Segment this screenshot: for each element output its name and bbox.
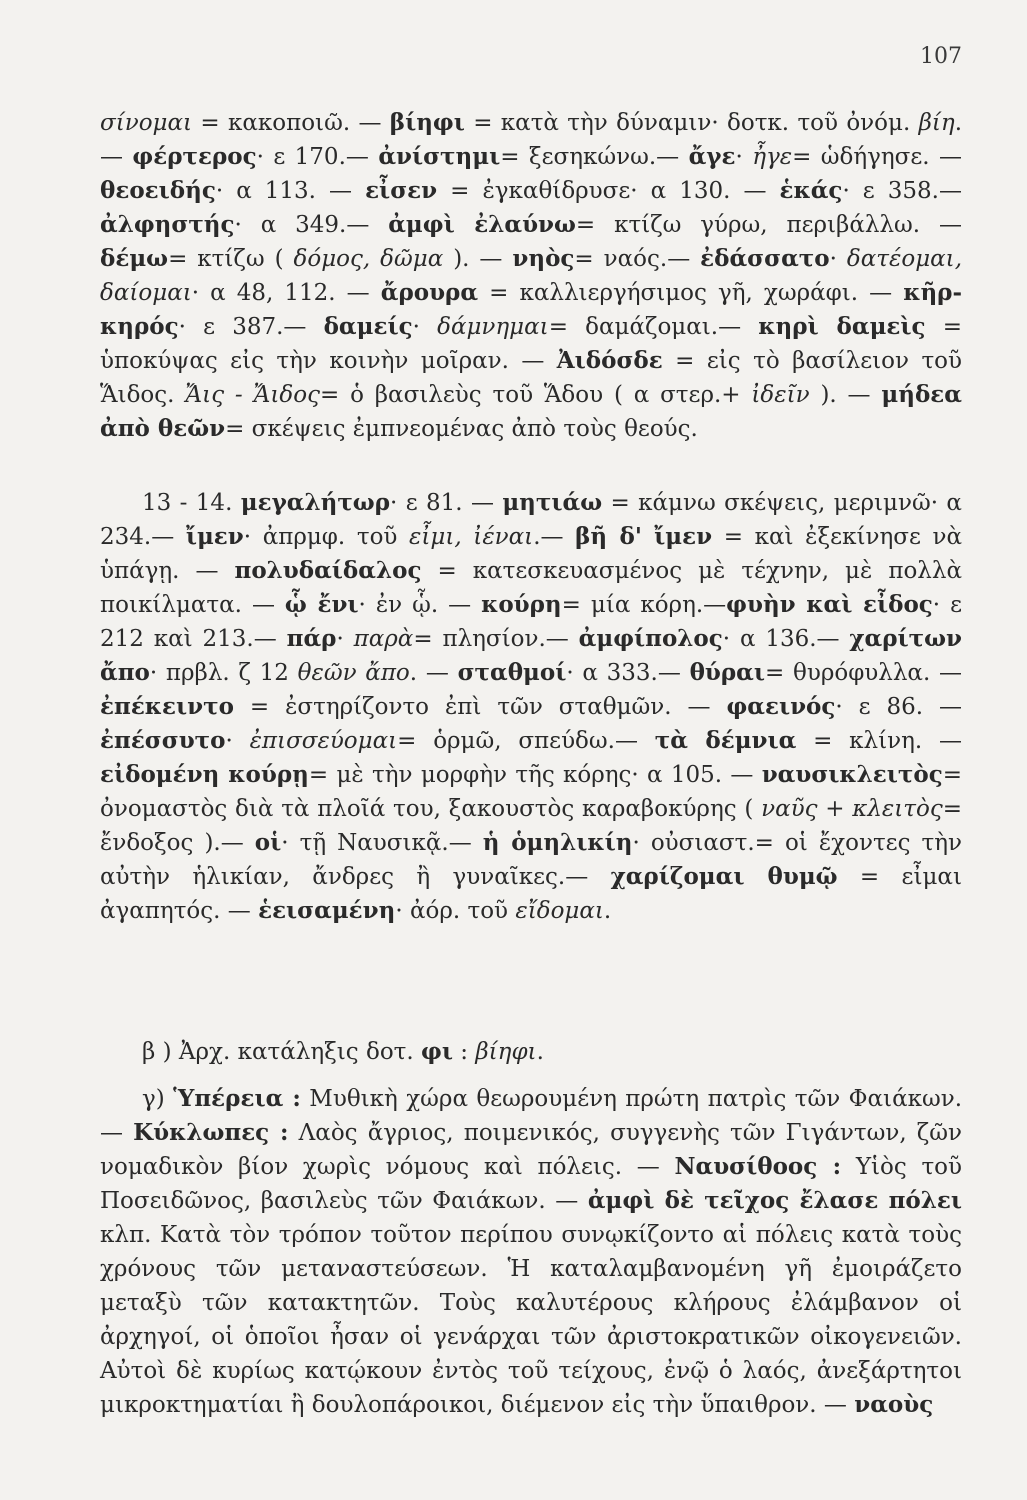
commentary-paragraph-3 bbox=[100, 1035, 962, 1069]
paragraph-text: β ) Ἀρχ. κατάληξις δοτ. φι : βίηφι. bbox=[142, 1038, 544, 1065]
paragraph-text: σίνομαι = κακοποιῶ. — βίηφι = κατὰ τὴν δύναμιν· δοτκ. τοῦ ὀνόμ. βίη. — φέρτερος· ε 170.— ἀνίστημι= ξεσηκώνω.— ἄγε· ἦγε= ὡδήγησε. — θεοειδής· α 113. — εἶσεν = ἐγκαθίδρυσε· α 130. — ἑκάς· ε 358.— ἀλφηστής· α 349.— ἀμφὶ ἐλαύνω= κτίζω γύρω, περιβάλλω. — δέμω= κτίζω ( δόμος, δῶμα ). — νηὸς= ναός.— ἐδάσσατο· δατέομαι, δαίομαι· α 48, 112. — ἄρουρα = καλλιεργήσιμος γῆ, χωράφι. — κῆρ-κηρός· ε 387.— δαμείς· δάμνημαι= δαμάζομαι.— κηρὶ δαμεὶς = ὑποκύψας εἰς τὴν κοινὴν μοῖραν. — Ἀιδόσδε = εἰς τὸ βασίλειον τοῦ Ἅιδος. Ἄις - Ἄιδος= ὁ βασιλεὺς τοῦ Ἅδου ( α στερ.+ ἰδεῖν ). — μήδεα ἀπὸ θεῶν= σκέψεις ἐμπνεομένας ἀπὸ τοὺς θεούς. bbox=[100, 109, 963, 442]
page-number: 107 bbox=[920, 44, 962, 69]
paragraph-text: γ) Ὑπέρεια : Μυθικὴ χώρα θεωρουμένη πρώτη πατρὶς τῶν Φαιάκων.— Κύκλωπες : Λαὸς ἄγριος, ποιμενικός, συγγενὴς τῶν Γιγάντων, ζῶν νομαδικὸν βίον χωρὶς νόμους καὶ πόλεις. — Ναυσίθοος : Υἱὸς τοῦ Ποσειδῶνος, βασιλεὺς τῶν Φαιάκων. — ἀμφὶ δὲ τεῖχος ἔλασε πόλει κλπ. Κατὰ τὸν τρόπον τοῦτον περίπου συνῳκίζοντο αἱ πόλεις κατὰ τοὺς χρόνους τῶν μεταναστεύσεων. Ἡ καταλαμβανομένη γῆ ἐμοιράζετο μεταξὺ τῶν κατακτητῶν. Τοὺς καλυτέρους κλήρους ἐλάμβανον οἱ ἀρχηγοί, οἱ ὁποῖοι ἦσαν οἱ γενάρχαι τῶν ἀριστοκρατικῶν οἰκογενειῶν. Αὐτοὶ δὲ κυρίως κατῴκουν ἐντὸς τοῦ τείχους, ἐνῷ ὁ λαός, ἀνεξάρτητοι μικροκτηματίαι ἢ δουλοπάροικοι, διέμενον εἰς τὴν ὕπαιθρον. — ναοὺς bbox=[100, 1085, 963, 1418]
commentary-paragraph-1 bbox=[100, 106, 962, 446]
commentary-paragraph-2 bbox=[100, 486, 962, 928]
commentary-paragraph-4 bbox=[100, 1082, 962, 1422]
paragraph-text: 13 - 14. μεγαλήτωρ· ε 81. — μητιάω = κάμνω σκέψεις, μεριμνῶ· α 234.— ἴμεν· ἀπρμφ. τοῦ εἶμι, ἰέναι.— βῆ δ' ἴμεν = καὶ ἐξεκίνησε νὰ ὑπάγῃ. — πολυδαίδαλος = κατεσκευασμένος μὲ τέχνην, μὲ πολλὰ ποικίλματα. — ᾧ ἔνι· ἐν ᾧ. — κούρη= μία κόρη.—φυὴν καὶ εἶδος· ε 212 καὶ 213.— πάρ· παρὰ= πλησίον.— ἀμφίπολος· α 136.— χαρίτων ἄπο· πρβλ. ζ 12 θεῶν ἄπο. — σταθμοί· α 333.— θύραι= θυρόφυλλα. — ἐπέκειντο = ἐστηρίζοντο ἐπὶ τῶν σταθμῶν. — φαεινός· ε 86. — ἐπέσσυτο· ἐπισσεύομαι= ὁρμῶ, σπεύδω.— τὰ δέμνια = κλίνη. — εἰδομένη κούρῃ= μὲ τὴν μορφὴν τῆς κόρης· α 105. — ναυσικλειτὸς= ὀνομαστὸς διὰ τὰ πλοῖά του, ξακουστὸς καραβοκύρης ( ναῦς + κλειτὸς= ἔνδοξος ).— οἱ· τῇ Ναυσικᾷ.— ἡ ὁμηλικίη· οὐσιαστ.= οἱ ἔχοντες τὴν αὐτὴν ἡλικίαν, ἄνδρες ἢ γυναῖκες.— χαρίζομαι θυμῷ = εἶμαι ἀγαπητός. — ἑεισαμένη· ἀόρ. τοῦ εἴδομαι. bbox=[100, 489, 963, 924]
